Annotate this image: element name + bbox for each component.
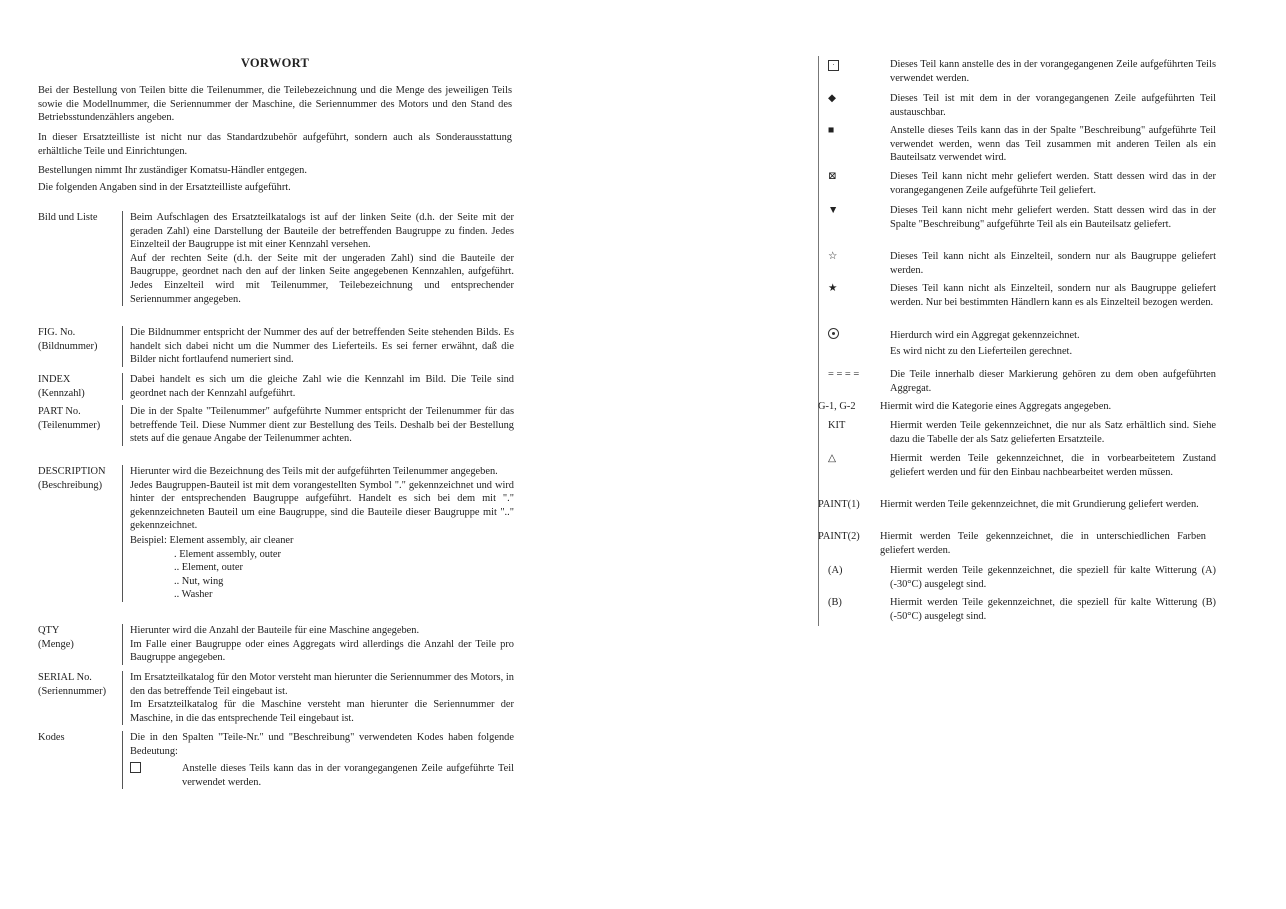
example-block: [130, 534, 514, 602]
example-line: .. Nut, wing: [174, 575, 224, 587]
definition-term: PART No. (Teilenummer): [38, 406, 101, 431]
intro-paragraph-3: Bestellungen nimmt Ihr zuständiger Komatsu-Händler entgegen.: [38, 165, 307, 176]
dotted-square-icon: ·: [828, 60, 839, 71]
definition-desc: Hierunter wird die Anzahl der Bauteile für eine Maschine angegeben. Im Falle einer Baugruppe oder eines Aggregats wird allerdings die Anzahl der Teile pro Baugruppe angegeben.: [122, 624, 514, 665]
filled-square-icon: ■: [828, 125, 835, 136]
code-symbol: KIT: [828, 420, 846, 431]
intro-paragraph-4: Die folgenden Angaben sind in der Ersatzteilliste aufgeführt.: [38, 182, 291, 193]
intro-paragraph-2: In dieser Ersatzteilliste ist nicht nur das Standardzubehör aufgeführt, sondern auch als Sonderausstattung erhältliche Teile und Einrichtungen.: [38, 132, 512, 157]
definition-desc: Beim Aufschlagen des Ersatzteilkatalogs ist auf der linken Seite (d.h. der Seite mit der geraden Zahl) eine Darstellung der Bauteile der betreffenden Baugruppe zu finden. Jedes Einzelteil der Baugruppe ist mit einer Kennzahl versehen. Auf der rechten Seite (d.h. der Seite mit der ungeraden Zahl) sind die Bauteile der Baugruppe, geordnet nach den auf der linken Seite angegebenen Kennzahlen, aufgeführt. Jedes Einzelteil wird mit Teilenummer, Teilebezeichnung und entsprechender Seriennummer angegeben.: [122, 211, 514, 306]
example-line: .. Washer: [174, 589, 213, 601]
dashed-line-icon: = = = =: [828, 369, 860, 380]
code-text: Hierdurch wird ein Aggregat gekennzeichnet. Es wird nicht zu den Lieferteilen gerechnet.: [890, 330, 1080, 357]
code-text: Dieses Teil kann nicht mehr geliefert werden. Statt dessen wird das in der vorangegangenen Zeile aufgeführte Teil geliefert.: [890, 171, 1216, 196]
page-title: VORWORT: [240, 56, 310, 70]
definition-term: DESCRIPTION (Beschreibung): [38, 466, 106, 491]
open-triangle-icon: △: [828, 453, 836, 464]
definition-desc: Die Bildnummer entspricht der Nummer des auf der betreffenden Seite stehenden Bilds. Es handelt sich dabei nicht um die Nummer des Lieferteils. Es sei ferner erwähnt, daß die Bilder nicht fortlaufend numeriert sind.: [122, 326, 514, 367]
open-square-icon: [130, 762, 141, 773]
code-text: Anstelle dieses Teils kann das in der vorangegangenen Zeile aufgeführte Teil verwendet werden.: [182, 763, 514, 788]
code-item: [130, 762, 514, 789]
code-text: Die Teile innerhalb dieser Markierung gehören zu dem oben aufgeführten Aggregat.: [890, 369, 1216, 394]
code-text: Dieses Teil kann nicht als Einzelteil, sondern nur als Baugruppe geliefert werden. Nur bei bestimmten Händlern kann es als Einzelteil bezogen werden.: [890, 283, 1216, 308]
code-text: Dieses Teil kann nicht als Einzelteil, sondern nur als Baugruppe geliefert werden.: [890, 251, 1216, 276]
code-text: Hiermit werden Teile gekennzeichnet, die nur als Satz erhältlich sind. Siehe dazu die Tabelle der als Satz gelieferten Ersatzteile.: [890, 420, 1216, 445]
code-text: Hiermit werden Teile gekennzeichnet, die in unterschiedlichen Farben geliefert werden.: [880, 531, 1206, 556]
definition-term: QTY (Menge): [38, 625, 74, 650]
code-text: Hiermit werden Teile gekennzeichnet, die mit Grundierung geliefert werden.: [880, 499, 1199, 510]
definition-desc: Die in der Spalte "Teilenummer" aufgeführte Nummer entspricht der Teilenummer für das betreffende Teil. Diese Nummer dient zur Bestellung des Teils. Deshalb bei der Bestellung stets auf die genaue Angabe der Teilenummer achten.: [122, 405, 514, 446]
definition-desc-block: [122, 731, 514, 789]
filled-star-icon: ★: [828, 283, 838, 294]
code-text: Dieses Teil kann nicht mehr geliefert werden. Statt dessen wird das in der Spalte "Beschreibung" aufgeführte Teil als ein Bauteilsatz geliefert.: [890, 205, 1216, 230]
open-star-icon: ☆: [828, 251, 838, 262]
intro-paragraph-1: Bei der Bestellung von Teilen bitte die Teilenummer, die Teilebezeichnung und die Menge des jeweiligen Teils sowie die Modellnummer, die Seriennummer der Maschine, die Seriennummer des Motors und den Stand des Betriebsstundenzählers angeben.: [38, 85, 512, 124]
definition-term: SERIAL No. (Seriennummer): [38, 672, 107, 697]
code-text: Hiermit werden Teile gekennzeichnet, die speziell für kalte Witterung (B) (-50°C) ausgelegt sind.: [890, 597, 1216, 622]
crossed-square-icon: ⊠: [828, 171, 837, 182]
circle-dot-icon: [828, 328, 839, 339]
definition-term: FIG. No. (Bildnummer): [38, 327, 98, 352]
definition-term: Bild und Liste: [38, 212, 98, 223]
example-line: . Element assembly, outer: [174, 548, 281, 560]
code-symbol: (A): [828, 565, 843, 576]
definition-term: Kodes: [38, 732, 65, 743]
example-label: Beispiel: Element assembly, air cleaner: [130, 534, 294, 546]
definition-desc-block: [122, 465, 514, 602]
definition-desc: Die in den Spalten "Teile-Nr." und "Beschreibung" verwendeten Kodes haben folgende Bedeutung:: [130, 732, 514, 757]
diamond-icon: ◆: [828, 93, 836, 104]
code-text: Dieses Teil ist mit dem in der vorangegangenen Zeile aufgeführten Teil austauschbar.: [890, 93, 1216, 118]
code-symbol: PAINT(2): [818, 531, 860, 542]
definition-desc: Im Ersatzteilkatalog für den Motor versteht man hierunter die Seriennummer des Motors, in den das betreffende Teil eingebaut ist. Im Ersatzteilkatalog für die Maschine versteht man hierunter die Seriennummer der Maschine, in die das entsprechende Teil eingebaut ist.: [122, 671, 514, 725]
definition-desc: Dabei handelt es sich um die gleiche Zahl wie die Kennzahl im Bild. Die Teile sind geordnet nach der Kennzahl aufgeführt.: [122, 373, 514, 400]
code-text: Hiermit werden Teile gekennzeichnet, die speziell für kalte Witterung (A) (-30°C) ausgelegt sind.: [890, 565, 1216, 590]
code-text: Hiermit werden Teile gekennzeichnet, die in vorbearbeitetem Zustand geliefert werden und für den Einbau nachbearbeitet werden müssen.: [890, 453, 1216, 478]
code-symbol: (B): [828, 597, 842, 608]
down-triangle-icon: ▼: [828, 205, 839, 216]
example-line: .. Element, outer: [174, 562, 243, 574]
code-symbol: G-1, G-2: [818, 401, 856, 412]
definition-desc: Hierunter wird die Bezeichnung des Teils mit der aufgeführten Teilenummer angegeben. Jedes Baugruppen-Bauteil ist mit dem vorangestellten Symbol "." gekennzeichnet und wird hinter der entsprechenden Baugruppe aufgeführt. Handelt es sich bei dem mit "." gekennzeichneten Bauteil um eine Baugruppe, sind die Bauteile dieser Baugruppe mit ".." gekennzeichnet.: [130, 466, 514, 532]
code-symbol: PAINT(1): [818, 499, 860, 510]
code-text: Hiermit wird die Kategorie eines Aggregats angegeben.: [880, 401, 1112, 412]
definition-term: INDEX (Kennzahl): [38, 374, 85, 399]
code-text: Dieses Teil kann anstelle des in der vorangegangenen Zeile aufgeführten Teils verwendet werden.: [890, 59, 1216, 84]
code-text: Anstelle dieses Teils kann das in der Spalte "Beschreibung" aufgeführte Teil verwendet werden, wenn das Teil zusammen mit anderen Teilen als ein Bauteilsatz verwendet wird.: [890, 125, 1216, 164]
